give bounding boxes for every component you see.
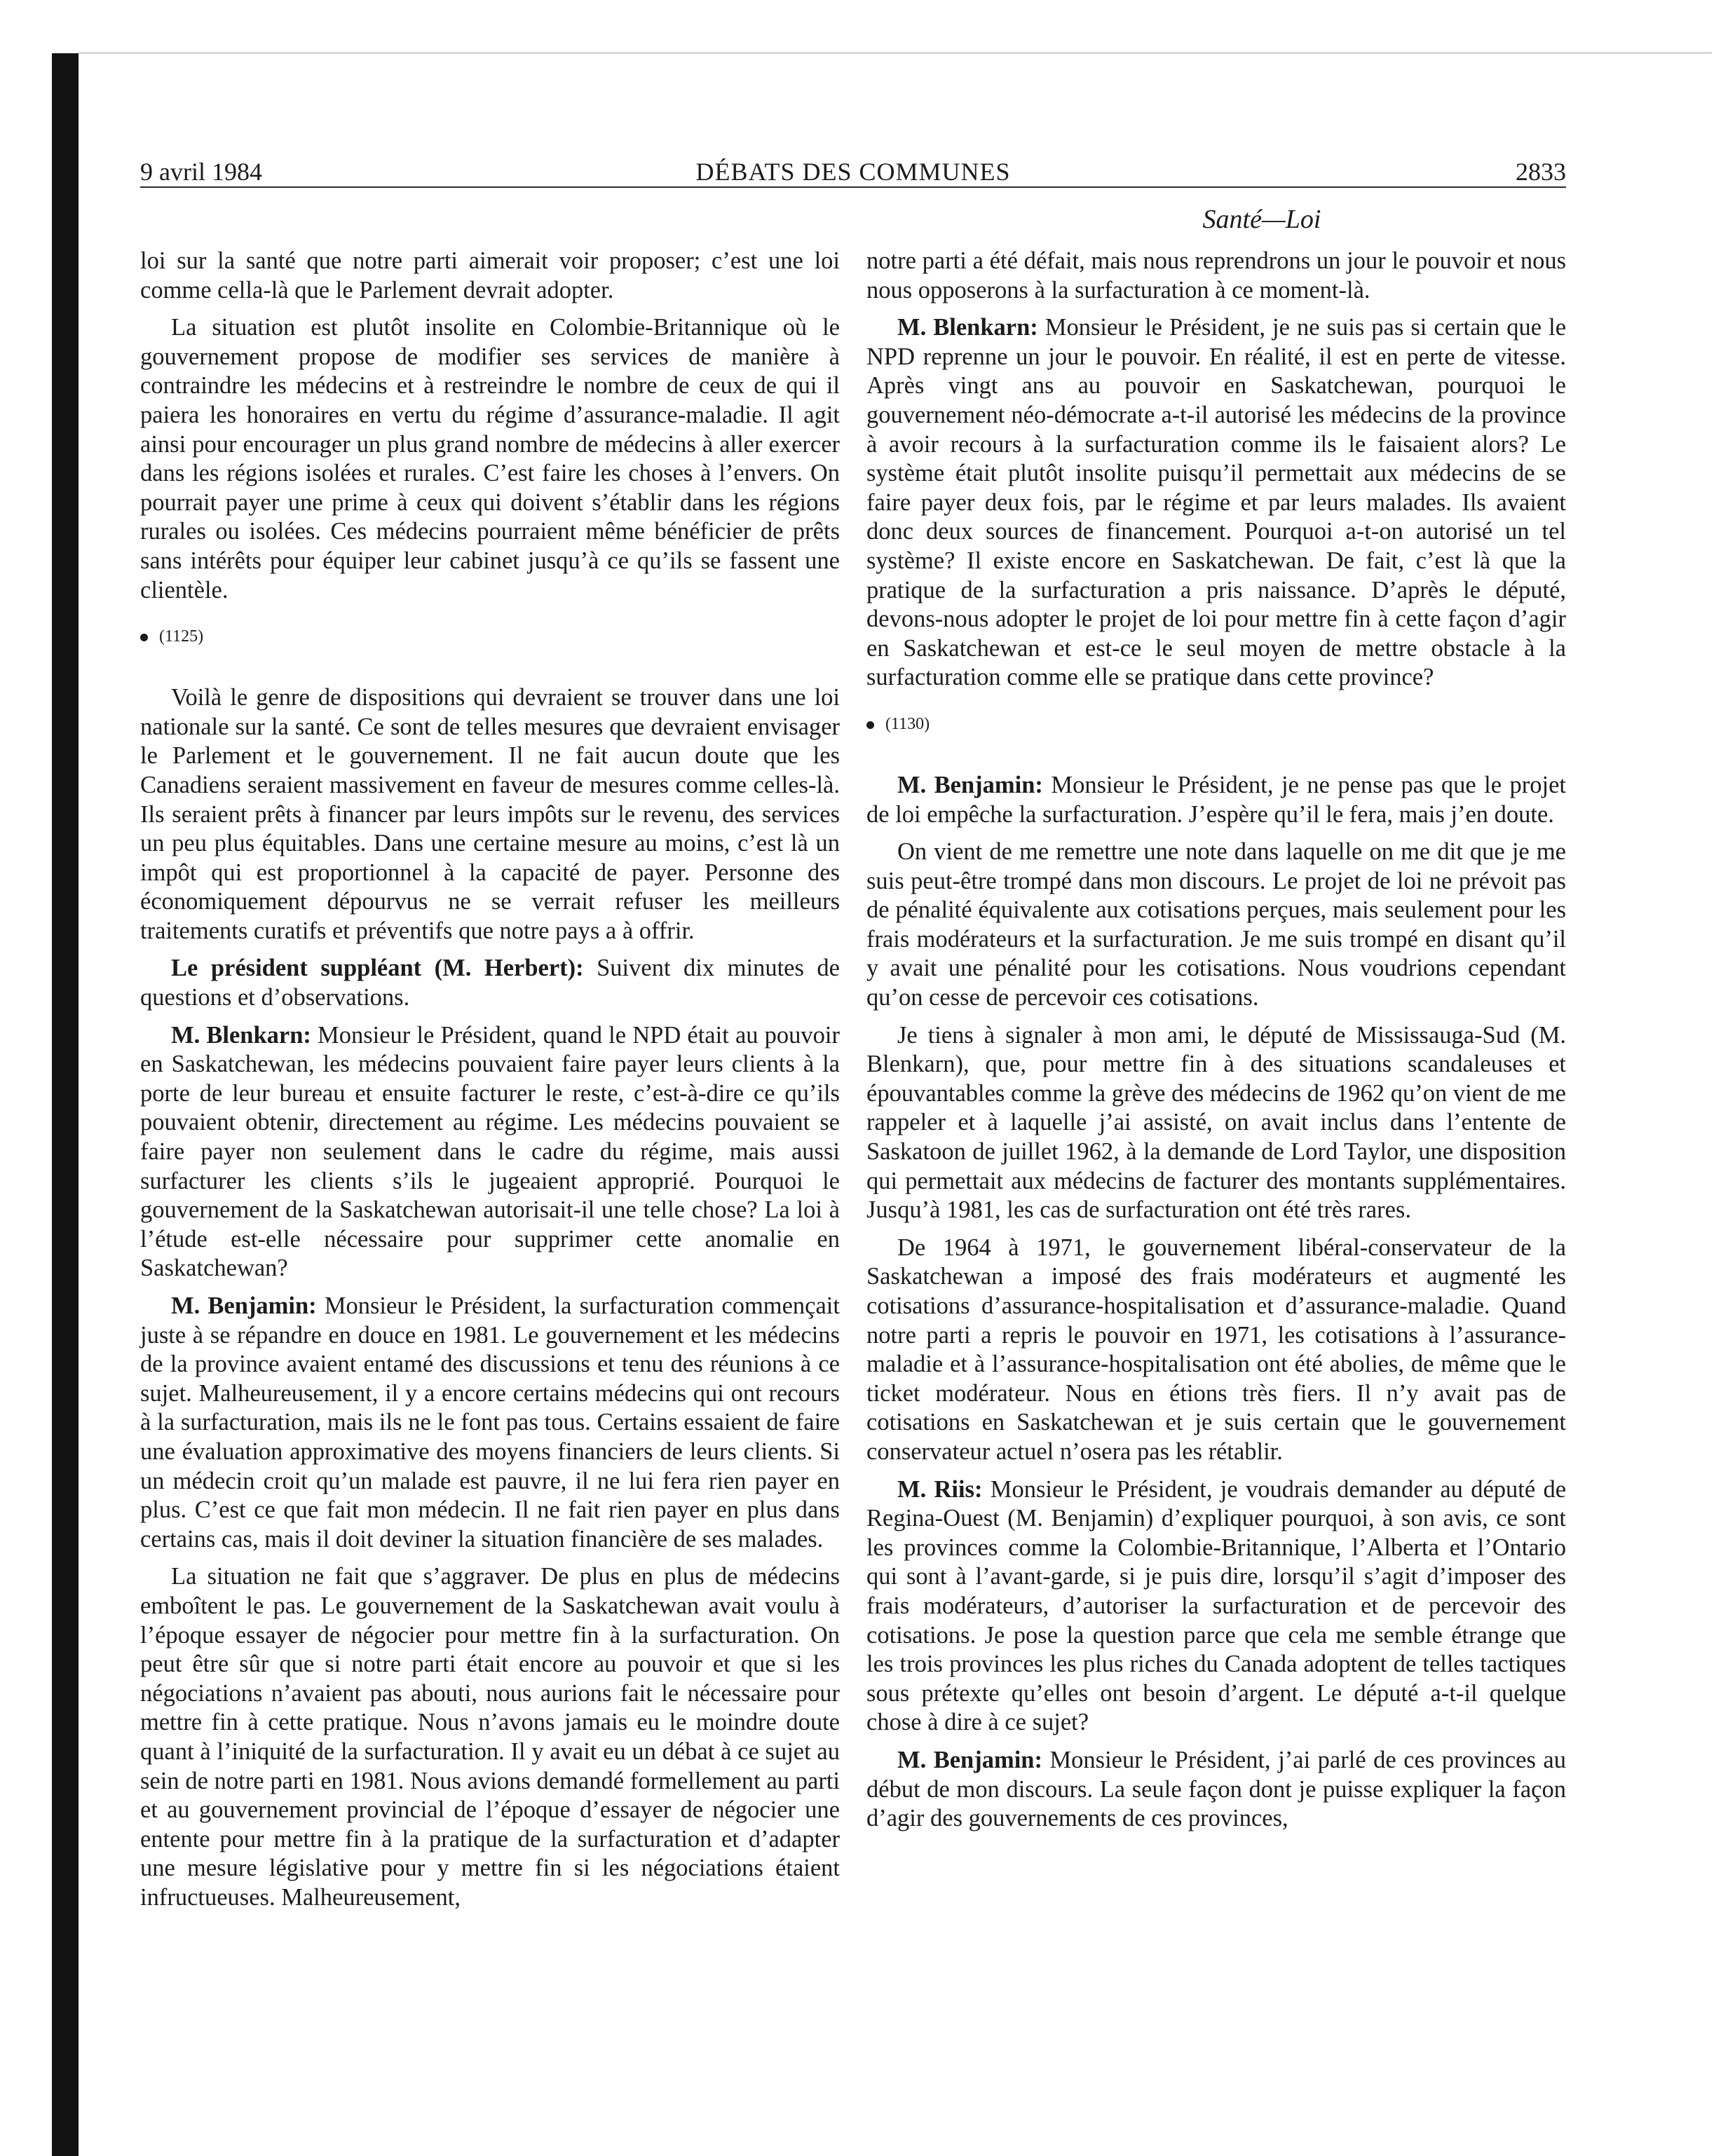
paragraph-text: Voilà le genre de dispositions qui devraient se trouver dans une loi nationale sur la santé. Ce sont de telles mesures que devraient envisager le Parlement et le gouvernement. Il ne fait aucun doute que les Canadiens seraient massivement en faveur de mesures comme celles-là. Ils seraient prêts à financer par leurs impôts sur le revenu, des services un peu plus équitables. Dans une certaine mesure au moins, c’est là un impôt qui est proportionnel à la capacité de payer. Personne des économiquement dépourvus ne se verrait refuser les meilleurs traitements curatifs et préventifs que notre pays a à offrir. (140, 684, 840, 944)
speaker-name: M. Benjamin: (897, 771, 1043, 798)
paragraph (866, 1475, 1566, 1738)
time-marker (866, 714, 1566, 735)
paragraph-text: Suivent dix minutes de questions et d’observations. (140, 955, 840, 1011)
paragraph (140, 954, 840, 1012)
speaker-name: M. Blenkarn: (171, 1021, 311, 1049)
paragraph-text: Je tiens à signaler à mon ami, le député de Mississauga-Sud (M. Blenkarn), que, pour mettre fin à des situations scandaleuses et épouvantables comme la grève des médecins de 1962 qu’on vient de me rappeler et à laquelle j’ai assisté, on avait inclus dans l’entente de Saskatoon de juillet 1962, à la demande de Lord Taylor, une disposition qui permettait aux médecins de facturer des montants supplémentaires. Jusqu’à 1981, les cas de surfacturation ont été très rares. (866, 1021, 1566, 1224)
header-title: DÉBATS DES COMMUNES (695, 158, 1011, 186)
paragraph-text: La situation ne fait que s’aggraver. De plus en plus de médecins emboîtent le pas. Le gouvernement de la Saskatchewan avait voulu à l’époque essayer de négocier pour mettre fin à la surfacturation. On peut être sûr que si notre parti était encore au pouvoir et que si les négociations n’avaient pas abouti, nous aurions fait le nécessaire pour mettre fin à cette pratique. Nous n’avons jamais eu le moindre doute quant à l’iniquité de la surfacturation. Il y avait eu un débat à ce sujet au sein de notre parti en 1981. Nous avions demandé formellement au parti et au gouvernement provincial de l’époque d’essayer de négocier une entente pour mettre fin à la pratique de la surfacturation et d’adapter une mesure législative pour y mettre fin si les négociations étaient infructueuses. Malheureusement, (140, 1563, 840, 1911)
speaker-name: M. Riis: (897, 1475, 983, 1503)
paragraph-text: Monsieur le Président, je voudrais demander au député de Regina-Ouest (M. Benjamin) d’expliquer pourquoi, à son avis, ce sont les provinces comme la Colombie-Britannique, l’Alberta et l’Ontario qui sont à l’avant-garde, si je puis dire, lorsqu’il s’agit d’imposer des frais modérateurs, d’autoriser la surfacturation et de percevoir des cotisations. Je pose la question parce que cela me semble étrange que les trois provinces les plus riches du Canada adoptent de telles tactiques sous prétexte qu’elles ont besoin d’argent. Le député a-t-il quelque chose à dire à ce sujet? (866, 1475, 1567, 1736)
paragraph-text: Monsieur le Président, je ne suis pas si certain que le NPD reprenne un jour le pouvoir. En réalité, il est en perte de vitesse. Après vingt ans au pouvoir en Saskatchewan, pourquoi le gouvernement néo-démocrate a-t-il autorisé les médecins de la province à avoir recours à la surfacturation comme ils le faisaient alors? Le système était plutôt insolite puisqu’il permettait aux médecins de se faire payer deux fois, par le régime et par leurs malades. Ils avaient donc deux sources de financement. Pourquoi a-t-on autorisé un tel système? Il existe encore en Saskatchewan. De fait, c’est là que la pratique de la surfacturation a pris naissance. D’après le député, devons-nous adopter le projet de loi pour mettre fin à cette façon d’agir en Saskatchewan et est-ce le seul moyen de mettre obstacle à la surfacturation comme elle se pratique dans cette province? (866, 314, 1567, 691)
paragraph-text: La situation est plutôt insolite en Colombie-Britannique où le gouvernement propose de modifier ses services de manière à contraindre les médecins et à restreindre le nombre de ceux de qui il paiera les honoraires en vertu du régime d’assurance-maladie. Il agit ainsi pour encourager un plus grand nombre de médecins à aller exercer dans les régions isolées et rurales. C’est faire les choses à l’envers. On pourrait payer une prime à ceux qui doivent s’établir dans les régions rurales ou isolées. Ces médecins pourraient même bénéficier de prêts sans intérêts pour équiper leur cabinet jusqu’à ce qu’ils se fassent une clientèle. (140, 314, 840, 603)
paragraph-text: loi sur la santé que notre parti aimerait voir proposer; c’est une loi comme cella-là que le Parlement devrait adopter. (140, 247, 840, 303)
paragraph-text: Monsieur le Président, je ne pense pas que le projet de loi empêche la surfacturation. J’espère qu’il le fera, mais j’en doute. (866, 771, 1567, 828)
paragraph-text: On vient de me remettre une note dans laquelle on me dit que je me suis peut-être trompé dans mon discours. Le projet de loi ne prévoit pas de pénalité équivalente aux cotisations perçues, mais seulement pour les frais modérateurs et la surfacturation. Je me suis trompé en disant qu’il y avait une pénalité pour les cotisations. Nous voudrions cependant qu’on cesse de percevoir ces cotisations. (866, 838, 1566, 1011)
speaker-name: M. Benjamin: (171, 1292, 317, 1319)
time-marker-label: (1125) (159, 627, 204, 646)
paragraph-text: Monsieur le Président, j’ai parlé de ces provinces au début de mon discours. La seule façon dont je puisse expliquer la façon d’agir des gouvernements de ces provinces, (866, 1746, 1566, 1832)
time-marker-label: (1130) (885, 714, 930, 733)
speaker-name: Le président suppléant (M. Herbert): (171, 955, 584, 982)
bullet-icon (866, 721, 874, 729)
page-number: 2833 (1516, 158, 1566, 186)
paragraph-text: De 1964 à 1971, le gouvernement libéral-conservateur de la Saskatchewan a imposé des frais modérateurs et augmenté les cotisations d’assurance-hospitalisation et d’assurance-maladie. Quand notre parti a repris le pouvoir en 1971, les cotisations à l’assurance-maladie et à l’assurance-hospitalisation ont été abolies, de même que le ticket modérateur. Nous en étions très fiers. Il n’y avait pas de cotisations en Saskatchewan et je suis certain que le gouvernement conservateur actuel n’osera pas les rétablir. (866, 1234, 1566, 1465)
paragraph-text: Monsieur le Président, la surfacturation commençait juste à se répandre en douce en 1981. Le gouvernement et les médecins de la province avaient entamé des discussions et tenu des réunions à ce sujet. Malheureusement, il y a encore certains médecins qui ont recours à la surfacturation, mais ils ne le font pas tous. Certains essaient de faire une évaluation approximative des moyens financiers de leurs clients. Si un médecin croit qu’un malade est pauvre, il ne lui fera rien payer en plus. C’est ce que fait mon médecin. Il ne fait rien payer en plus dans certains cas, mais il doit deviner la situation financière de ses malades. (140, 1292, 840, 1553)
bullet-icon (140, 634, 148, 641)
scan-top-edge (79, 52, 1712, 54)
paragraph (866, 247, 1566, 305)
paragraph (140, 247, 840, 305)
paragraph (140, 1292, 840, 1554)
left-column (140, 247, 840, 1920)
header-rule (140, 186, 1566, 188)
paragraph (140, 1021, 840, 1283)
speaker-name: M. Benjamin: (897, 1746, 1042, 1773)
paragraph-text: notre parti a été défait, mais nous reprendrons un jour le pouvoir et nous nous opposerons à la surfacturation à ce moment-là. (866, 247, 1566, 303)
paragraph (866, 1021, 1566, 1225)
right-column (866, 247, 1566, 1842)
paragraph (140, 683, 840, 946)
paragraph-text: Monsieur le Président, quand le NPD était au pouvoir en Saskatchewan, les médecins pouvaient faire payer leurs clients à la porte de leur bureau et ensuite facturer le reste, c’est-à-dire ce qu’ils pouvaient obtenir, directement au régime. Les médecins pouvaient se faire payer non seulement dans le cadre du régime, mais aussi surfacturer les clients s’ils le jugeaient approprié. Pourquoi le gouvernement de la Saskatchewan autorisait-il une telle chose? La loi à l’étude est-elle nécessaire pour supprimer cette anomalie en Saskatchewan? (140, 1021, 841, 1282)
paragraph (866, 1746, 1566, 1834)
paragraph (140, 1562, 840, 1912)
section-title: Santé—Loi (1202, 205, 1321, 234)
paragraph (866, 1234, 1566, 1467)
page-header (140, 156, 1566, 188)
paragraph (866, 771, 1566, 829)
paragraph (140, 313, 840, 605)
speaker-name: M. Blenkarn: (897, 314, 1038, 341)
scan-edge-bar (52, 53, 79, 2156)
header-date: 9 avril 1984 (140, 158, 262, 186)
paragraph (866, 838, 1566, 1013)
paragraph (866, 313, 1566, 692)
time-marker (140, 626, 840, 647)
